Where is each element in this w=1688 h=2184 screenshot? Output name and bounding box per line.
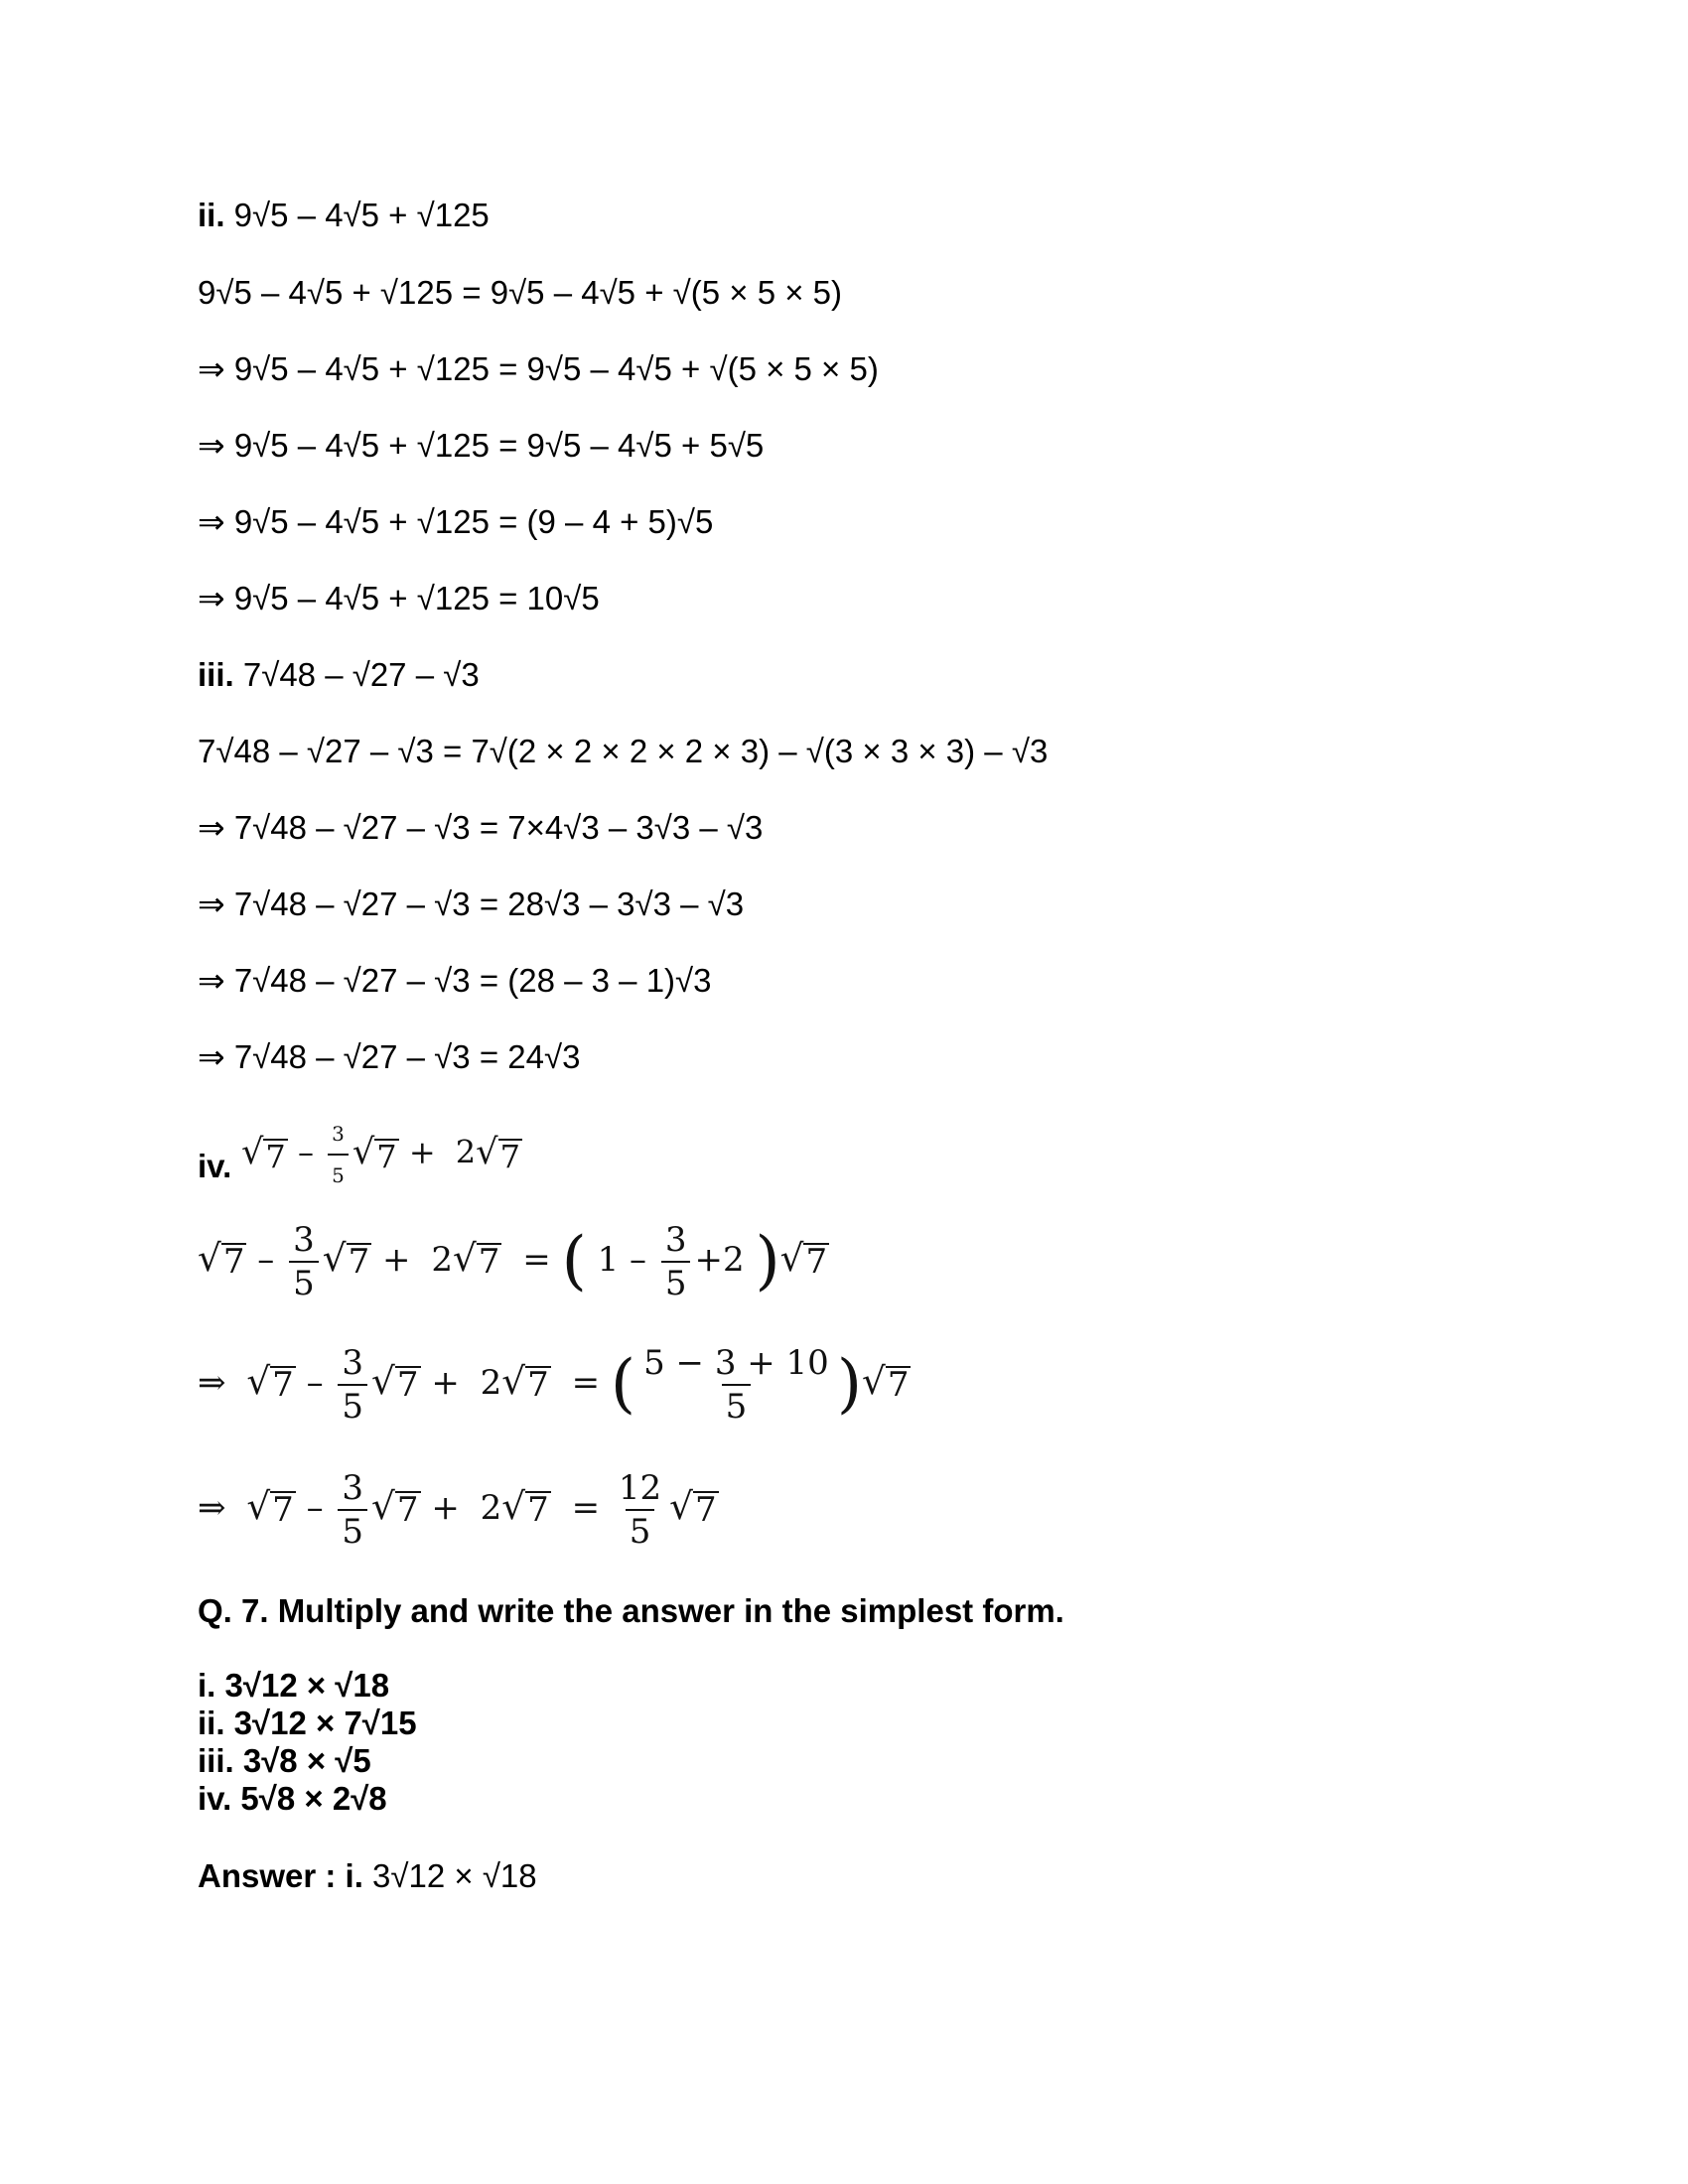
- q6-iv-step-2: ⇒ √ 7 – $\frac{3}{5}$ √ 7 + 2 √ 7 = ( $\frac{5 - 3 + 10}{5}$ ) √ 7: [198, 1343, 910, 1427]
- q7-answer: [198, 1856, 537, 1896]
- q6-ii-step: ⇒ 9√5 – 4√5 + √125 = 10√5: [198, 580, 600, 616]
- q6-ii-step: ⇒ 9√5 – 4√5 + √125 = (9 – 4 + 5)√5: [198, 503, 714, 540]
- q6-iii-heading: [198, 655, 480, 695]
- q6-iv-step-3: ⇒ √ 7 – $\frac{3}{5}$ √ 7 + 2 √ 7 = $\frac{12}{5}$ √ 7: [198, 1468, 717, 1552]
- q7-item: ii. 3√12 × 7√15: [198, 1705, 417, 1741]
- q7-item: iii. 3√8 × √5: [198, 1742, 371, 1779]
- q6-iv-step-1: √ 7 – $\frac{3}{5}$ √ 7 + 2 √ 7 = ( 1 – $\frac{3}{5}$ +2 ) √ 7: [198, 1220, 828, 1303]
- q7-item: iv. 5√8 × 2√8: [198, 1780, 387, 1817]
- q6-iii-step: ⇒ 7√48 – √27 – √3 = (28 – 3 – 1)√3: [198, 962, 712, 999]
- q6-iv-expression: √ 7 – $\frac{3}{5}$ √ 7 + 2 √ 7: [241, 1114, 522, 1195]
- q6-iii-step: ⇒ 7√48 – √27 – √3 = 24√3: [198, 1038, 581, 1075]
- q6-ii-step: ⇒ 9√5 – 4√5 + √125 = 9√5 – 4√5 + 5√5: [198, 427, 765, 464]
- q6-iv-label: iv.: [198, 1148, 232, 1184]
- answer-expr: 3√12 × √18: [362, 1857, 537, 1894]
- q6-ii-step: 9√5 – 4√5 + √125 = 9√5 – 4√5 + √(5 × 5 × 5): [198, 274, 843, 311]
- q6-iii-step: ⇒ 7√48 – √27 – √3 = 7×4√3 – 3√3 – √3: [198, 809, 764, 846]
- q6-iii-label: iii.: [198, 656, 234, 693]
- answer-label: Answer : i.: [198, 1857, 363, 1894]
- q6-iii-step: ⇒ 7√48 – √27 – √3 = 28√3 – 3√3 – √3: [198, 886, 745, 922]
- q6-ii-step: ⇒ 9√5 – 4√5 + √125 = 9√5 – 4√5 + √(5 × 5 × 5): [198, 350, 879, 387]
- q6-iii-expr: 7√48 – √27 – √3: [233, 656, 480, 693]
- q6-ii-heading: [198, 196, 490, 235]
- q7-title: Q. 7. Multiply and write the answer in the simplest form.: [198, 1592, 1064, 1629]
- q7-item: i. 3√12 × √18: [198, 1667, 390, 1704]
- q6-ii-label: ii.: [198, 197, 225, 233]
- q6-ii-expr: 9√5 – 4√5 + √125: [224, 197, 490, 233]
- q6-iii-step: 7√48 – √27 – √3 = 7√(2 × 2 × 2 × 2 × 3) – √(3 × 3 × 3) – √3: [198, 733, 1049, 769]
